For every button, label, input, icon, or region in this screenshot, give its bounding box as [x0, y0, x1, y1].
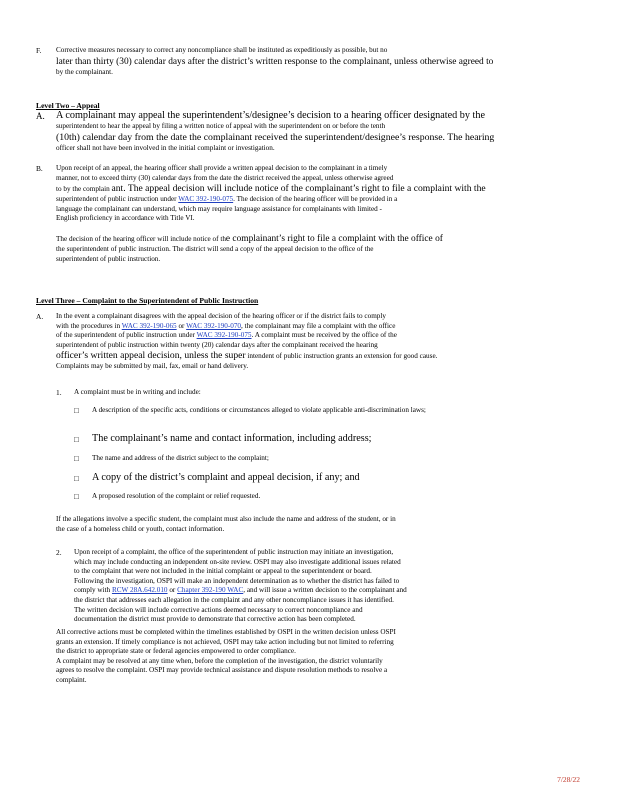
paragraph-line [56, 195, 576, 205]
text-run: . A complaint must be received by the office of the [251, 331, 397, 340]
paragraph-line [56, 233, 576, 245]
level-two-b-marker: B. [36, 164, 43, 173]
text-run: , and will issue a written decision to the complainant and [243, 586, 407, 595]
paragraph-line [56, 322, 576, 332]
text-run: The decision of the hearing officer will include notice of th [56, 234, 226, 243]
text-run: e complainant’s right to file a complaint with the office of [225, 233, 443, 244]
chapter-392-190-wac-link[interactable]: Chapter 392-190 WAC [177, 586, 244, 595]
paragraph-line: A complainant may appeal the superintendent’s/designee’s decision to a hearing officer designated by the [56, 110, 485, 121]
item-1-marker: 1. [56, 388, 62, 397]
bullet-text: A copy of the district’s complaint and appeal decision, if any; and [92, 472, 360, 483]
paragraph-line: A complaint may be resolved at any time when, before the completion of the investigation, the district voluntarily [56, 656, 383, 665]
section-f-line: later than thirty (30) calendar days after the district’s written response to the complainant, unless otherwise agreed to [56, 56, 494, 67]
section-f-line: Corrective measures necessary to correct any noncompliance shall be instituted as expeditiously as possible, but no [56, 46, 388, 54]
paragraph-line: documentation the district must provide to demonstrate that corrective action has been completed. [74, 615, 356, 624]
bullet-item [92, 492, 574, 502]
wac-392-190-065-link[interactable]: WAC 392-190-065 [121, 321, 177, 330]
paragraph-line: officer shall not have been involved in the initial complaint or investigation. [56, 143, 275, 152]
paragraph-line: If the allegations involve a specific student, the complaint must also include the name and address of the student, or in [56, 515, 396, 523]
level-two-a [56, 110, 576, 153]
item-2 [74, 548, 574, 625]
paragraph-line: Complaints may be submitted by mail, fax, email or hand delivery. [56, 362, 249, 371]
level-three-heading [36, 290, 582, 308]
wac-392-190-075-link[interactable]: WAC 392-190-075 [196, 331, 252, 340]
checkbox-bullet-icon: □ [74, 492, 79, 501]
rcw-28a-642-010-link[interactable]: RCW 28A.642.010 [111, 586, 168, 595]
paragraph-line: superintendent of public instruction within twenty (20) calendar days after the complainant received the hearing [56, 340, 378, 349]
paragraph-line: Upon receipt of a complaint, the office of the superintendent of public instruction may initiate an investigation, [74, 548, 394, 556]
level-three-heading-text: Level Three – Complaint to the Superintendent of Public Instruction [36, 296, 259, 305]
level-two-heading-text: Level Two – Appeal [36, 101, 100, 110]
text-run: intendent of public instruction grants an extension for good cause. [247, 352, 438, 361]
paragraph-line: language the complainant can understand, which may require language assistance for complainants with limited - [56, 204, 382, 213]
paragraph-line [74, 586, 574, 596]
item-2-marker: 2. [56, 548, 62, 557]
section-f [56, 46, 576, 77]
bullet-text: The name and address of the district subject to the complaint; [92, 454, 269, 462]
paragraph-line: grants an extension. If timely compliance is not achieved, OSPI may take action including but not limited to referring [56, 637, 394, 646]
paragraph-line: In the event a complainant disagrees with the appeal decision of the hearing officer or if the district fails to comply [56, 312, 386, 320]
bullet-item [92, 406, 532, 416]
wac-392-190-075-link[interactable]: WAC 392-190-075 [178, 195, 234, 204]
text-run: with the procedures in [56, 321, 121, 330]
paragraph-line: superintendent of public instruction. [56, 254, 161, 263]
paragraph-line [56, 350, 576, 362]
checkbox-bullet-icon: □ [74, 406, 79, 415]
footer-date: 7/28/22 [557, 775, 580, 784]
bullet-text: A proposed resolution of the complaint or relief requested. [92, 492, 261, 500]
text-run: ant. The appeal decision will include notice of the complainant’s right to file a complaint with the [111, 183, 486, 195]
bullet-text: A description of the specific acts, conditions or circumstances alleged to violate applicable anti-discrimination laws; [92, 406, 426, 414]
paragraph-line: (10th) calendar day from the date the complainant received the superintendent/designee’s response. The hearing [56, 131, 495, 143]
bullet-item [92, 454, 574, 464]
paragraph-line: which may include conducting an independent on-site review. OSPI may also investigate additional issues related [74, 557, 401, 566]
text-run: comply with [74, 586, 111, 595]
paragraph-line: All corrective actions must be completed within the timelines established by OSPI in the written decision unless OSPI [56, 628, 396, 636]
text-run: , the complainant may file a complaint with the office [241, 321, 396, 330]
bullet-item [92, 433, 574, 445]
text-run: to by the complain [56, 185, 110, 194]
text-run: superintendent of public instruction under [56, 195, 177, 204]
paragraph-line [56, 331, 576, 341]
level-three-a-marker: A. [36, 312, 44, 321]
paragraph-line: complaint. [56, 675, 87, 684]
checkbox-bullet-icon: □ [74, 474, 79, 483]
text-run: or [178, 321, 185, 330]
level-two-a-marker: A. [36, 111, 45, 121]
paragraph-line: the district that addresses each allegation in the complaint and any other noncompliance issues it has identified. [74, 595, 394, 604]
item-1 [74, 388, 574, 398]
paragraph-line: Following the investigation, OSPI will make an independent determination as to whether the district has failed to [74, 576, 400, 585]
wac-392-190-070-link[interactable]: WAC 392-190-070 [186, 321, 242, 330]
bullet-text: The complainant’s name and contact information, including address; [92, 433, 372, 444]
checkbox-bullet-icon: □ [74, 435, 79, 444]
checkbox-bullet-icon: □ [74, 454, 79, 463]
paragraph-line: English proficiency in accordance with Title VI. [56, 214, 195, 223]
paragraph-line: superintendent to hear the appeal by filing a written notice of appeal with the superintendent on or before the tenth [56, 122, 386, 130]
paragraph-line: manner, not to exceed thirty (30) calendar days from the date the district received the appeal, unless otherwise agreed [56, 173, 394, 182]
paragraph-line: Upon receipt of an appeal, the hearing officer shall provide a written appeal decision to the complainant in a timely [56, 164, 388, 172]
bullet-item [92, 472, 574, 484]
paragraph-line: A complaint must be in writing and include: [74, 388, 201, 396]
paragraph-line: the superintendent of public instruction. The district will send a copy of the appeal decision to the office of the [56, 244, 374, 253]
text-run: officer’s written appeal decision, unless the super [56, 350, 246, 362]
paragraph-line [56, 183, 576, 195]
text-run: . The decision of the hearing officer will be provided in a [233, 195, 398, 204]
text-run: or [169, 586, 176, 595]
level-three-a [56, 312, 576, 372]
section-f-marker: F. [36, 46, 42, 55]
level-two-b [56, 164, 576, 264]
paragraph-line: the district to appropriate state or federal agencies empowered to order compliance. [56, 647, 296, 656]
paragraph-line: agrees to resolve the complaint. OSPI may provide technical assistance and dispute resolution methods to resolve a [56, 666, 388, 675]
closing-paragraphs [56, 628, 576, 686]
paragraph-line: the case of a homeless child or youth, contact information. [56, 524, 225, 533]
item-1-note [56, 515, 576, 534]
paragraph-line: to the complaint that were not included in the initial complaint or appeal to the superintendent or board. [74, 567, 372, 576]
paragraph-line: The written decision will include corrective actions deemed necessary to correct noncompliance and [74, 605, 363, 614]
section-f-line: by the complainant. [56, 67, 113, 76]
text-run: of the superintendent of public instruction under [56, 331, 195, 340]
